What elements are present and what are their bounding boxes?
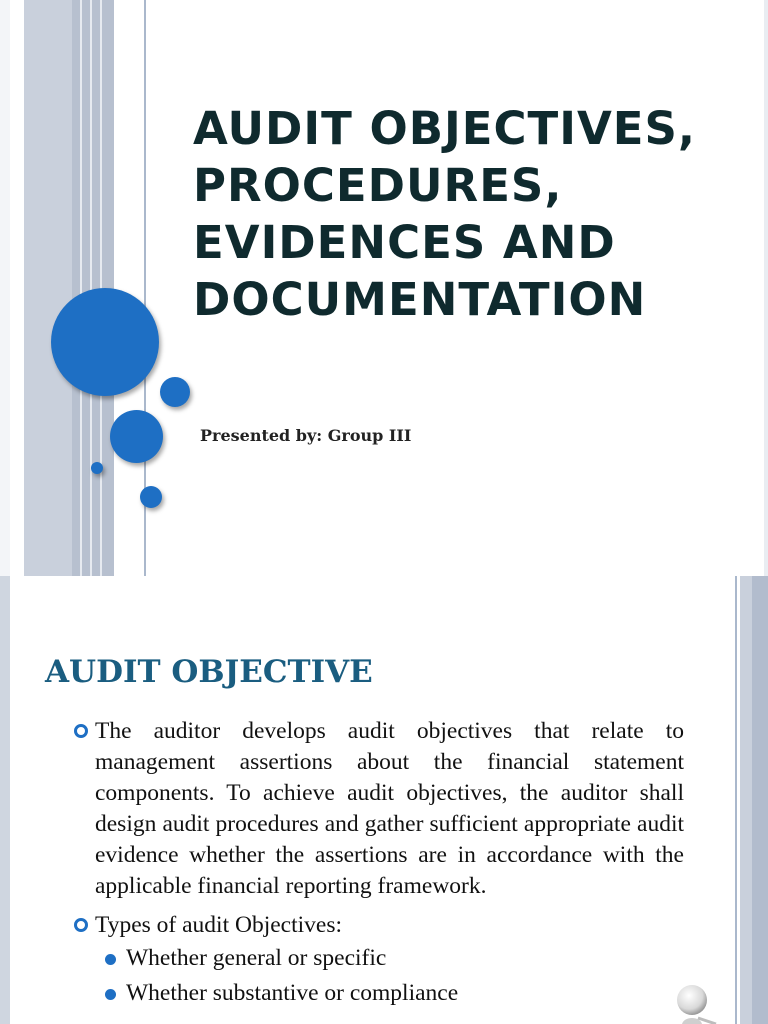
decorative-circle-icon xyxy=(91,462,103,474)
thin-stripe xyxy=(90,0,92,576)
list-item xyxy=(95,943,684,974)
list-item xyxy=(72,910,684,1009)
right-edge-stripe xyxy=(764,0,768,576)
decorative-circle-icon xyxy=(140,486,162,508)
vertical-bar-stripe-dark xyxy=(752,576,768,1024)
sub-bullet-text: Whether general or specific xyxy=(126,945,387,971)
stick-figure-icon xyxy=(668,982,728,1024)
decorative-circle-icon xyxy=(160,377,190,407)
filled-dot-bullet-icon xyxy=(105,989,116,1000)
vertical-rule xyxy=(735,576,737,1024)
bullet-list xyxy=(72,716,684,1017)
sub-bullet-text: Whether substantive or compliance xyxy=(126,980,459,1006)
left-edge-stripe xyxy=(0,0,10,576)
presenter-line: Presented by: Group III xyxy=(200,426,412,445)
hollow-ring-bullet-icon xyxy=(74,918,88,932)
bullet-text: Types of audit Objectives: xyxy=(95,912,343,938)
content-slide xyxy=(0,576,768,1024)
left-edge-stripe xyxy=(0,576,10,1024)
filled-dot-bullet-icon xyxy=(105,954,116,965)
bullet-text: The auditor develops audit objectives that relate to management assertions about the financial statement components. To achieve audit objectives, the auditor shall design audit procedures and gather sufficient appropriate audit evidence whether the assertions are in accordance with the applicable financial reporting framework. xyxy=(95,718,684,899)
list-item xyxy=(95,978,684,1009)
slide-heading: AUDIT OBJECTIVE xyxy=(45,654,373,690)
decorative-circle-icon xyxy=(51,288,159,396)
decorative-circle-icon xyxy=(110,410,163,463)
list-item xyxy=(72,716,684,902)
thin-stripe xyxy=(80,0,82,576)
slide-title: AUDIT OBJECTIVES, PROCEDURES, EVIDENCES AND DOCUMENTATION xyxy=(193,102,697,326)
hollow-ring-bullet-icon xyxy=(74,724,88,738)
sub-bullet-list xyxy=(95,943,684,1009)
